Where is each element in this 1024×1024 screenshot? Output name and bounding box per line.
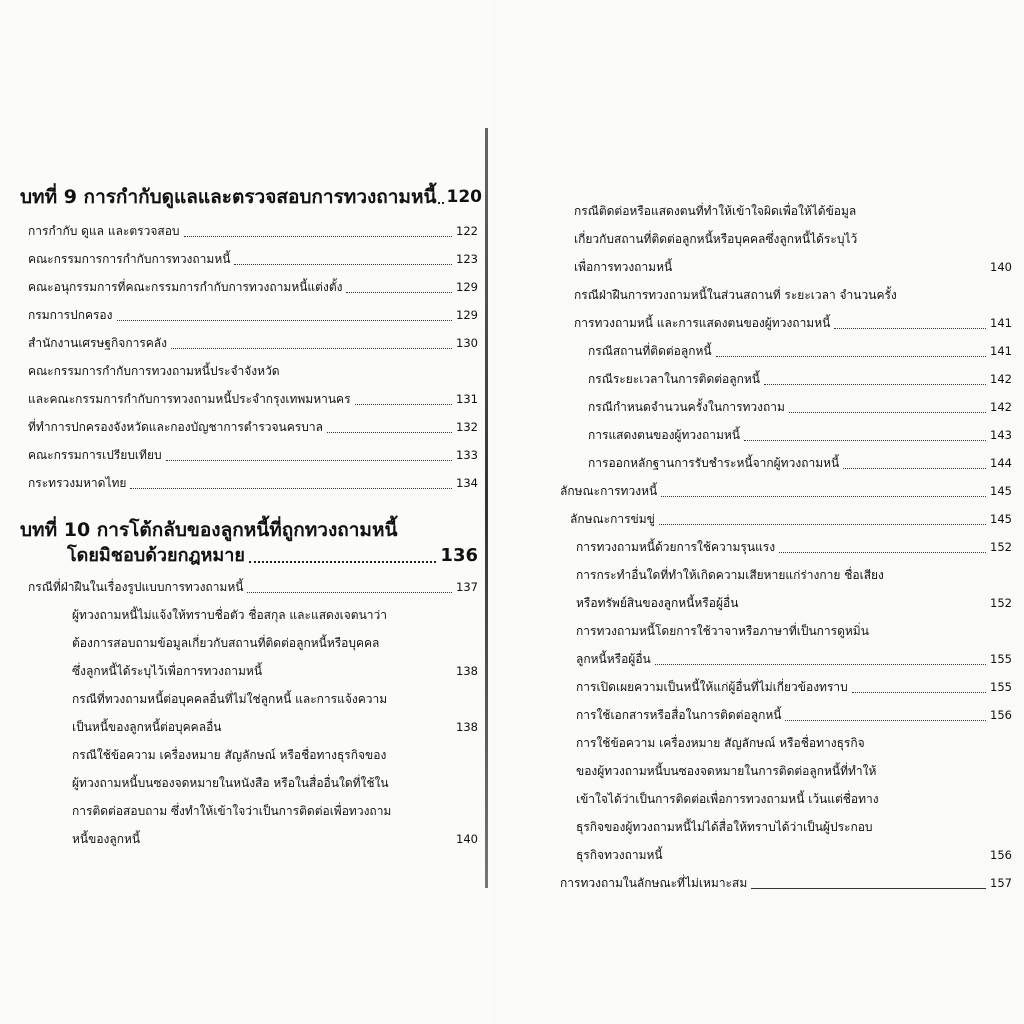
toc-entry-text: เป็นหนี้ของลูกหนี้ต่อบุคคลอื่น [72,720,222,734]
toc-entry [560,477,1012,505]
toc-entry-text: เพื่อการทวงถามหนี้ [574,260,673,274]
toc-entry [20,413,478,441]
toc-entry [560,701,1012,729]
toc-entry-page: 155 [990,680,1012,694]
leader-dots [661,496,986,497]
toc-entry-text: คณะกรรมการเปรียบเทียบ [28,448,162,462]
leader-dots [843,468,986,469]
left-page [0,0,492,1024]
toc-entry-page: 152 [990,596,1012,610]
toc-entry [20,685,478,741]
toc-entry [20,357,478,413]
toc-entry [560,533,1012,561]
chapter-10-heading [20,517,478,569]
toc-entry-page: 132 [456,420,478,434]
chapter-9-page: 120 [446,187,482,207]
toc-entry-text: การติดต่อสอบถาม ซึ่งทำให้เข้าใจว่าเป็นการติดต่อเพื่อทวงถาม [72,804,392,818]
toc-entry-text: กรณีติดต่อหรือแสดงตนที่ทำให้เข้าใจผิดเพื่อให้ได้ข้อมูล [574,204,857,218]
toc-entry-page: 130 [456,336,478,350]
toc-entry [20,441,478,469]
toc-entry-page: 152 [990,540,1012,554]
leader-dots [249,561,436,563]
toc-entry-page: 142 [990,400,1012,414]
toc-entry-text: การเปิดเผยความเป็นหนี้ให้แก่ผู้อื่นที่ไม่เกี่ยวข้องทราบ [576,680,848,694]
leader-dots [655,664,986,665]
toc-entry-text: การใช้ข้อความ เครื่องหมาย สัญลักษณ์ หรือชื่อทางธุรกิจ [576,736,865,750]
leader-dots [834,328,986,329]
toc-entry-text: ธุรกิจของผู้ทวงถามหนี้ไม่ได้สื่อให้ทราบได้ว่าเป็นผู้ประกอบ [576,820,873,834]
toc-entry-page: 140 [456,832,478,846]
toc-entry-page: 144 [990,456,1012,470]
toc-entry-page: 133 [456,448,478,462]
leader-dots [166,460,452,461]
toc-entry-text: ซึ่งลูกหนี้ได้ระบุไว้เพื่อการทวงถามหนี้ [72,664,263,678]
toc-entry-page: 129 [456,308,478,322]
leader-dots [716,356,986,357]
toc-entry [560,449,1012,477]
toc-entry-page: 137 [456,580,478,594]
toc-entry [560,561,1012,617]
left-toc [20,185,482,853]
toc-entry-text: ผู้ทวงถามหนี้บนซองจดหมายในหนังสือ หรือในสื่ออื่นใดที่ใช้ใน [72,776,389,790]
toc-entry [560,393,1012,421]
toc-entry-text: กรณีระยะเวลาในการติดต่อลูกหนี้ [588,372,760,386]
toc-entry-page: 145 [990,512,1012,526]
toc-entry-text: การทวงถามในลักษณะที่ไม่เหมาะสม [560,876,748,890]
toc-entry [20,601,478,685]
toc-entry-text: กระทรวงมหาดไทย [28,476,127,490]
toc-entry-text: กรณีที่ทวงถามหนี้ต่อบุคคลอื่นที่ไม่ใช่ลูกหนี้ และการแจ้งความ [72,692,388,706]
toc-entry-page: 157 [990,876,1012,890]
toc-entry-page: 122 [456,224,478,238]
toc-entry [560,505,1012,533]
toc-entry-page: 141 [990,344,1012,358]
leader-dots [789,412,986,413]
toc-entry-text: กรณีฝ่าฝืนการทวงถามหนี้ในส่วนสถานที่ ระยะเวลา จำนวนครั้ง [574,288,897,302]
toc-entry [20,245,478,273]
toc-entry-text: ต้องการสอบถามข้อมูลเกี่ยวกับสถานที่ติดต่อลูกหนี้หรือบุคคล [72,636,380,650]
leader-dots [247,592,452,593]
toc-entry-text: หนี้ของลูกหนี้ [72,832,141,846]
toc-entry-text: หรือทรัพย์สินของลูกหนี้หรือผู้อื่น [576,596,739,610]
toc-entry [560,197,1012,281]
toc-entry-text: ลักษณะการทวงหนี้ [560,484,658,498]
toc-entry-text: และคณะกรรมการกำกับการทวงถามหนี้ประจำกรุงเทพมหานคร [28,392,351,406]
toc-entry [560,869,1012,897]
toc-entry-page: 145 [990,484,1012,498]
toc-entry [560,617,1012,673]
toc-entry [560,337,1012,365]
toc-entry [560,365,1012,393]
leader-dots [355,404,453,405]
toc-entry-page: 138 [456,720,478,734]
toc-entry-text: กรณีกำหนดจำนวนครั้งในการทวงถาม [588,400,785,414]
toc-entry-page: 156 [990,848,1012,862]
toc-entry [560,729,1012,869]
leader-dots [785,720,986,721]
leader-dots [346,292,452,293]
toc-entry [20,301,478,329]
leader-dots [130,488,452,489]
toc-entry-text: เกี่ยวกับสถานที่ติดต่อลูกหนี้หรือบุคคลซึ่งลูกหนี้ได้ระบุไว้ [574,232,858,246]
toc-entry-text: การใช้เอกสารหรือสื่อในการติดต่อลูกหนี้ [576,708,782,722]
toc-entry-text: กรณีใช้ข้อความ เครื่องหมาย สัญลักษณ์ หรือชื่อทางธุรกิจของ [72,748,387,762]
toc-entry-text: ผู้ทวงถามหนี้ไม่แจ้งให้ทราบชื่อตัว ชื่อสกุล และแสดงเจตนาว่า [72,608,388,622]
toc-entry-page: 156 [990,708,1012,722]
toc-entry-page: 134 [456,476,478,490]
book-spine-divider [485,128,488,888]
toc-entry-text: การทวงถามหนี้โดยการใช้วาจาหรือภาษาที่เป็นการดูหมิ่น [576,624,869,638]
toc-entry-page: 155 [990,652,1012,666]
right-toc [560,197,1012,897]
right-page [492,0,1024,1024]
toc-entry-text: การออกหลักฐานการรับชำระหนี้จากผู้ทวงถามหนี้ [588,456,840,470]
toc-entry-text: การแสดงตนของผู้ทวงถามหนี้ [588,428,740,442]
toc-entry [560,421,1012,449]
leader-dots [171,348,452,349]
toc-entry-page: 143 [990,428,1012,442]
leader-dots [779,552,986,553]
leader-dots [744,440,986,441]
chapter-10-title: บทที่ 10 การโต้กลับของลูกหนี้ที่ถูกทวงถามหนี้ [20,519,398,541]
toc-entry-text: กรณีที่ฝ่าฝืนในเรื่องรูปแบบการทวงถามหนี้ [28,580,244,594]
toc-entry-page: 131 [456,392,478,406]
toc-entry-page: 123 [456,252,478,266]
toc-entry-text: ลูกหนี้หรือผู้อื่น [576,652,651,666]
toc-entry-text: การทวงถามหนี้ และการแสดงตนของผู้ทวงถามหนี้ [574,316,831,330]
toc-entry-text: การทวงถามหนี้ด้วยการใช้ความรุนแรง [576,540,776,554]
leader-dots [117,320,453,321]
leader-dots [659,524,986,525]
toc-entry-page: 142 [990,372,1012,386]
toc-entry-text: ของผู้ทวงถามหนี้บนซองจดหมายในการติดต่อลูกหนี้ที่ทำให้ [576,764,877,778]
toc-entry-text: ที่ทำการปกครองจังหวัดและกองบัญชาการตำรวจนครบาล [28,420,323,434]
leader-dots [751,888,986,889]
toc-entry-text: สำนักงานเศรษฐกิจการคลัง [28,336,168,350]
toc-entry [20,329,478,357]
chapter-9-title: บทที่ 9 การกำกับดูแลและตรวจสอบการทวงถามหนี้ [20,186,437,208]
toc-entry [20,573,478,601]
toc-entry [560,281,1012,337]
toc-entry-text: ธุรกิจทวงถามหนี้ [576,848,663,862]
toc-entry-text: ลักษณะการข่มขู่ [570,512,655,526]
leader-dots [852,692,986,693]
chapter-9-heading [20,185,482,209]
chapter-10-page: 136 [440,545,478,566]
toc-entry-text: คณะกรรมการการกำกับการทวงถามหนี้ [28,252,231,266]
leader-dots [764,384,986,385]
chapter-10-title-cont: โดยมิชอบด้วยกฎหมาย [67,545,245,566]
leader-dots [438,202,444,204]
toc-entry [20,273,478,301]
toc-entry-page: 140 [990,260,1012,274]
toc-entry-page: 138 [456,664,478,678]
toc-entry [20,217,478,245]
toc-entry [20,741,478,853]
leader-dots [184,236,453,237]
toc-entry-text: การกำกับ ดูแล และตรวจสอบ [28,224,180,238]
leader-dots [234,264,452,265]
toc-entry [20,469,478,497]
toc-entry-text: เข้าใจได้ว่าเป็นการติดต่อเพื่อการทวงถามหนี้ เว้นแต่ชื่อทาง [576,792,879,806]
toc-entry [560,673,1012,701]
toc-entry-page: 129 [456,280,478,294]
toc-entry-page: 141 [990,316,1012,330]
toc-entry-text: กรมการปกครอง [28,308,113,322]
leader-dots [327,432,452,433]
toc-entry-text: กรณีสถานที่ติดต่อลูกหนี้ [588,344,712,358]
toc-entry-text: คณะอนุกรรมการที่คณะกรรมการกำกับการทวงถามหนี้แต่งตั้ง [28,280,343,294]
toc-entry-text: การกระทำอื่นใดที่ทำให้เกิดความเสียหายแก่ร่างกาย ชื่อเสียง [576,568,884,582]
toc-entry-text: คณะกรรมการกำกับการทวงถามหนี้ประจำจังหวัด [28,364,280,378]
